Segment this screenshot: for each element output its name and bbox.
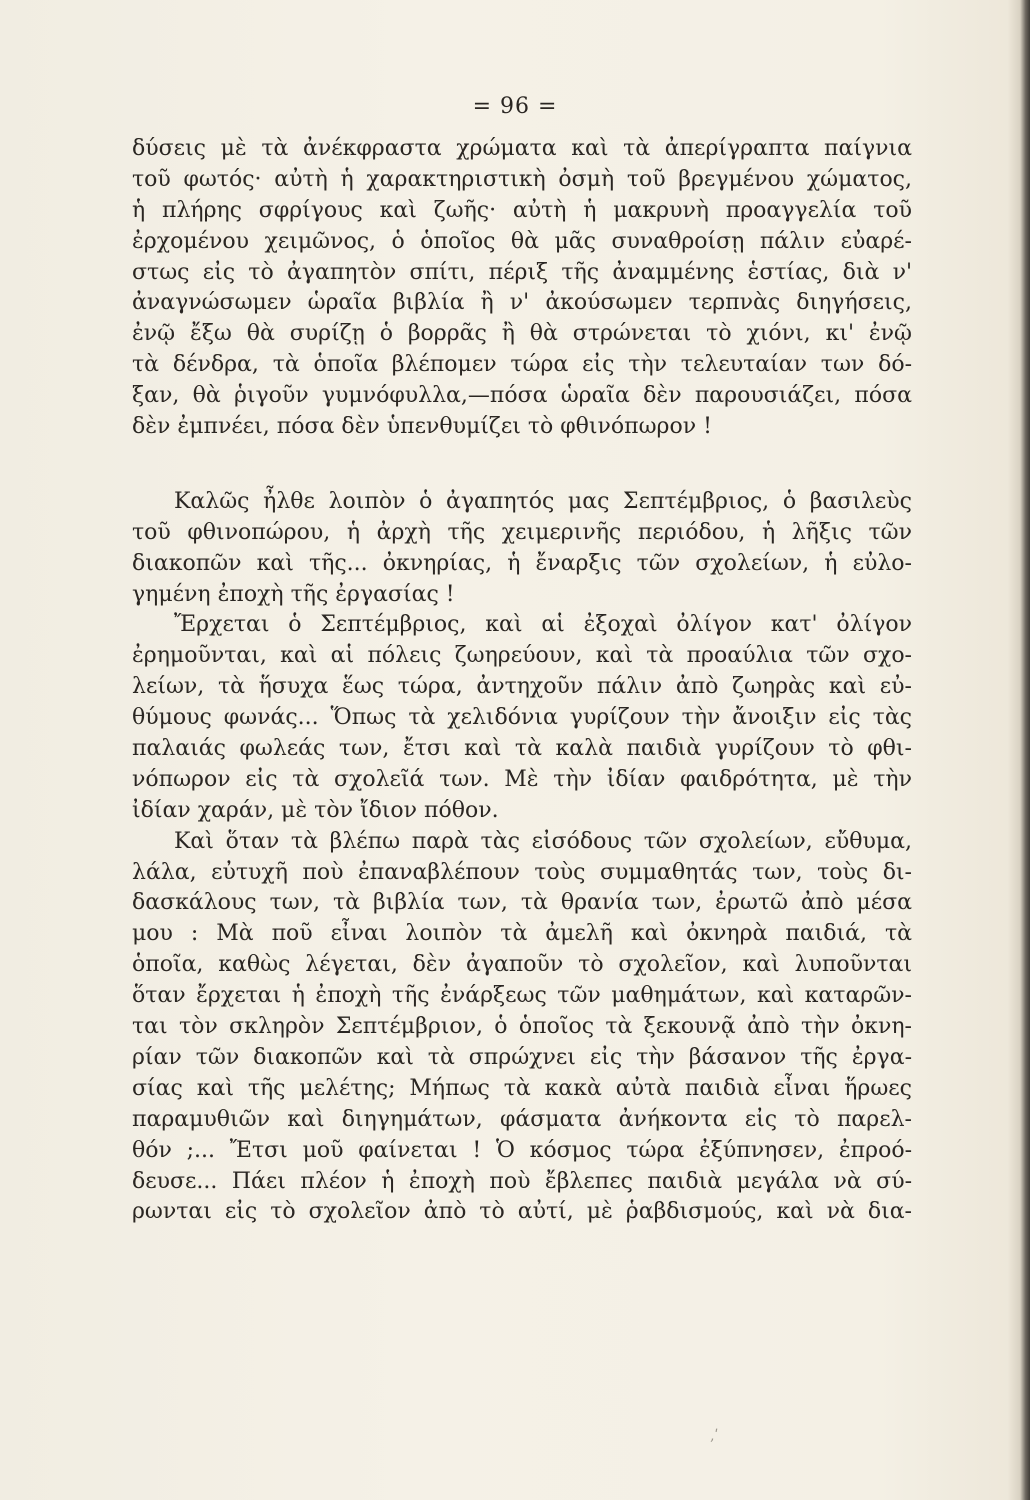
text-line: νόπωρον εἰς τὰ σχολεῖά των. Μὲ τὴν ἰδίαν φαιδρότητα, μὲ τὴν	[132, 766, 912, 792]
text-line: δασκάλους των, τὰ βιβλία των, τὰ θρανία των, ἐρωτῶ ἀπὸ μέσα	[132, 890, 912, 916]
text-line: ὁποῖα, καθὼς λέγεται, δὲν ἀγαποῦν τὸ σχολεῖον, καὶ λυποῦνται	[132, 952, 912, 978]
text-line: Καλῶς ἦλθε λοιπὸν ὁ ἀγαπητός μας Σεπτέμβριος, ὁ βασιλεὺς	[174, 488, 912, 514]
text-line: ται τὸν σκληρὸν Σεπτέμβριον, ὁ ὁποῖος τὰ ξεκουνᾷ ἀπὸ τὴν ὀκνη-	[132, 1014, 912, 1040]
text-line: λάλα, εὐτυχῆ ποὺ ἐπαναβλέπουν τοὺς συμμαθητάς των, τοὺς δι-	[132, 859, 912, 885]
text-line: Ἔρχεται ὁ Σεπτέμβριος, καὶ αἱ ἐξοχαὶ ὀλίγον κατ' ὀλίγον	[174, 612, 912, 638]
text-line: ρίαν τῶν διακοπῶν καὶ τὰ σπρώχνει εἰς τὴν βάσανον τῆς ἐργα-	[132, 1044, 912, 1070]
text-line: ἡ πλήρης σφρίγους καὶ ζωῆς· αὐτὴ ἡ μακρυνὴ προαγγελία τοῦ	[132, 197, 912, 223]
paragraph-gap	[132, 443, 912, 487]
text-line: τοῦ φωτός· αὐτὴ ἡ χαρακτηριστικὴ ὀσμὴ τοῦ βρεγμένου χώματος,	[132, 166, 912, 192]
text-line: δύσεις μὲ τὰ ἀνέκφραστα χρώματα καὶ τὰ ἀπερίγραπτα παίγνια	[132, 136, 912, 161]
text-line: θόν ;... Ἔτσι μοῦ φαίνεται ! Ὁ κόσμος τώρα ἐξύπνησεν, ἐπροό-	[132, 1137, 912, 1163]
pencil-mark: ‚ʹ	[710, 1428, 719, 1444]
text-line: τὰ δένδρα, τὰ ὁποῖα βλέπομεν τώρα εἰς τὴν τελευταίαν των δό-	[132, 352, 912, 378]
text-line: παλαιάς φωλεάς των, ἔτσι καὶ τὰ καλὰ παιδιὰ γυρίζουν τὸ φθι-	[132, 736, 912, 762]
body-text	[132, 134, 912, 1228]
text-line: ἐρημοῦνται, καὶ αἱ πόλεις ζωηρεύουν, καὶ τὰ προαύλια τῶν σχο-	[132, 643, 912, 669]
text-line: ἰδίαν χαράν, μὲ τὸν ἴδιον πόθον.	[132, 797, 499, 823]
text-line: διακοπῶν καὶ τῆς... ὀκνηρίας, ἡ ἔναρξις τῶν σχολείων, ἡ εὐλο-	[132, 550, 912, 576]
page-edge	[1008, 0, 1030, 1500]
text-line: δὲν ἐμπνέει, πόσα δὲν ὑπενθυμίζει τὸ φθινόπωρον !	[132, 414, 712, 440]
text-line: τοῦ φθινοπώρου, ἡ ἀρχὴ τῆς χειμερινῆς περιόδου, ἡ λῆξις τῶν	[132, 519, 912, 545]
text-line: δευσε... Πάει πλέον ἡ ἐποχὴ ποὺ ἔβλεπες παιδιὰ μεγάλα νὰ σύ-	[132, 1168, 912, 1194]
text-line: ὅταν ἔρχεται ἡ ἐποχὴ τῆς ἐνάρξεως τῶν μαθημάτων, καὶ καταρῶν-	[132, 983, 912, 1009]
text-line: ξαν, θὰ ῥιγοῦν γυμνόφυλλα,—πόσα ὡραῖα δὲν παρουσιάζει, πόσα	[132, 383, 912, 409]
text-line: θύμους φωνάς... Ὅπως τὰ χελιδόνια γυρίζουν τὴν ἄνοιξιν εἰς τὰς	[132, 705, 912, 731]
text-line: ρωνται εἰς τὸ σχολεῖον ἀπὸ τὸ αὐτί, μὲ ῥαβδισμούς, καὶ νὰ δια-	[132, 1199, 912, 1225]
page-number: = 96 =	[472, 94, 558, 119]
text-line: μου : Μὰ ποῦ εἶναι λοιπὸν τὰ ἀμελῆ καὶ ὀκνηρὰ παιδιά, τὰ	[132, 921, 912, 947]
text-line: στως εἰς τὸ ἀγαπητὸν σπίτι, πέριξ τῆς ἀναμμένης ἑστίας, διὰ ν'	[132, 259, 912, 285]
text-line: λείων, τὰ ἥσυχα ἕως τώρα, ἀντηχοῦν πάλιν ἀπὸ ζωηρὰς καὶ εὐ-	[132, 674, 912, 700]
text-line: Καὶ ὅταν τὰ βλέπω παρὰ τὰς εἰσόδους τῶν σχολείων, εὔθυμα,	[174, 828, 912, 854]
text-line: ἐρχομένου χειμῶνος, ὁ ὁποῖος θὰ μᾶς συναθροίσῃ πάλιν εὐαρέ-	[132, 228, 912, 254]
text-line: σίας καὶ τῆς μελέτης; Μήπως τὰ κακὰ αὐτὰ παιδιὰ εἶναι ἥρωες	[132, 1075, 912, 1101]
text-line: ἐνῷ ἔξω θὰ συρίζῃ ὁ βορρᾶς ἢ θὰ στρώνεται τὸ χιόνι, κι' ἐνῷ	[132, 321, 912, 347]
text-line: ἀναγνώσωμεν ὡραῖα βιβλία ἢ ν' ἀκούσωμεν τερπνὰς διηγήσεις,	[132, 290, 912, 316]
text-line: παραμυθιῶν καὶ διηγημάτων, φάσματα ἀνήκοντα εἰς τὸ παρελ-	[132, 1106, 912, 1132]
text-line: γημένη ἐποχὴ τῆς ἐργασίας !	[132, 581, 455, 607]
